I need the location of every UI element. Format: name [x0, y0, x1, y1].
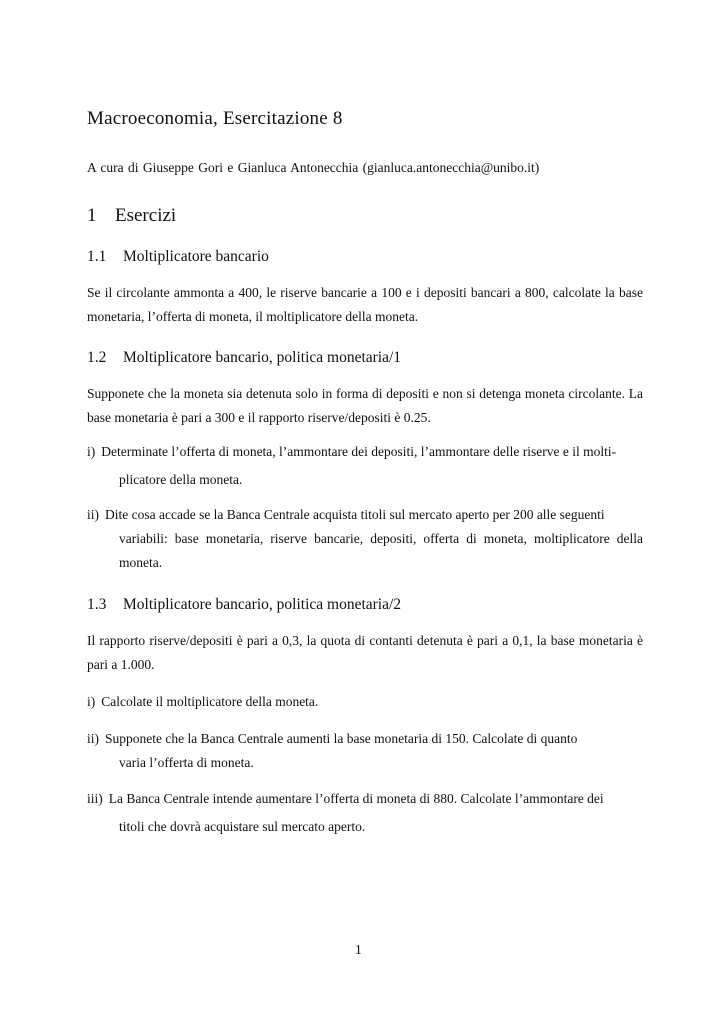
list-item	[87, 787, 643, 839]
subsection-title: Moltiplicatore bancario	[123, 248, 269, 265]
item-text-continued: titoli che dovrà acquistare sul mercato aperto.	[119, 819, 366, 834]
item-marker: i)	[87, 694, 96, 709]
item-text: Dite cosa accade se la Banca Centrale acquista titoli sul mercato aperto per 200 alle seguenti	[105, 507, 605, 522]
section-title: Esercizi	[115, 205, 177, 226]
item-text-continued: plicatore della moneta.	[119, 472, 243, 487]
subsection-heading-1-1	[87, 248, 269, 266]
item-marker: ii)	[87, 507, 99, 522]
item-text: Calcolate il moltiplicatore della moneta.	[101, 694, 319, 709]
item-marker: iii)	[87, 791, 103, 806]
section-heading	[87, 205, 176, 227]
exercise-text-1-1: Se il circolante ammonta a 400, le riserve bancarie a 100 e i depositi bancari a 800, calcolate la base monetaria, l’offerta di moneta, il moltiplicatore della moneta.	[87, 285, 643, 324]
list-item	[87, 503, 643, 575]
item-text: Supponete che la Banca Centrale aumenti la base monetaria di 150. Calcolate di quanto	[105, 731, 578, 746]
document-title: Macroeconomia, Esercitazione 8	[87, 108, 343, 129]
item-marker: i)	[87, 444, 96, 459]
item-text-continued: variabili: base monetaria, riserve bancarie, depositi, offerta di moneta, moltiplicatore della moneta.	[119, 531, 643, 570]
item-text: La Banca Centrale intende aumentare l’offerta di moneta di 880. Calcolate l’ammontare dei	[108, 791, 604, 806]
subsection-heading-1-3	[87, 596, 401, 614]
subsection-title: Moltiplicatore bancario, politica monetaria/2	[123, 596, 402, 613]
list-item	[87, 727, 643, 775]
subsection-number: 1.3	[87, 596, 107, 613]
page-number: 1	[355, 942, 362, 957]
item-text: Determinate l’offerta di moneta, l’ammontare dei depositi, l’ammontare delle riserve e il molti-	[101, 444, 617, 459]
subsection-heading-1-2	[87, 349, 401, 367]
list-item	[87, 690, 643, 714]
exercise-text-1-3: Il rapporto riserve/depositi è pari a 0,3, la quota di contanti detenuta è pari a 0,1, la base monetaria è pari a 1.000.	[87, 633, 643, 672]
subsection-number: 1.2	[87, 349, 107, 366]
subsection-number: 1.1	[87, 248, 107, 265]
subsection-title: Moltiplicatore bancario, politica monetaria/1	[123, 349, 402, 366]
authors-line: A cura di Giuseppe Gori e Gianluca Antonecchia (gianluca.antonecchia@unibo.it)	[87, 160, 540, 175]
item-text-continued: varia l’offerta di moneta.	[119, 755, 254, 770]
item-marker: ii)	[87, 731, 99, 746]
exercise-text-1-2: Supponete che la moneta sia detenuta solo in forma di depositi e non si detenga moneta circolante. La base monetaria è pari a 300 e il rapporto riserve/depositi è 0.25.	[87, 386, 643, 425]
section-number: 1	[87, 205, 97, 226]
list-item	[87, 440, 643, 492]
